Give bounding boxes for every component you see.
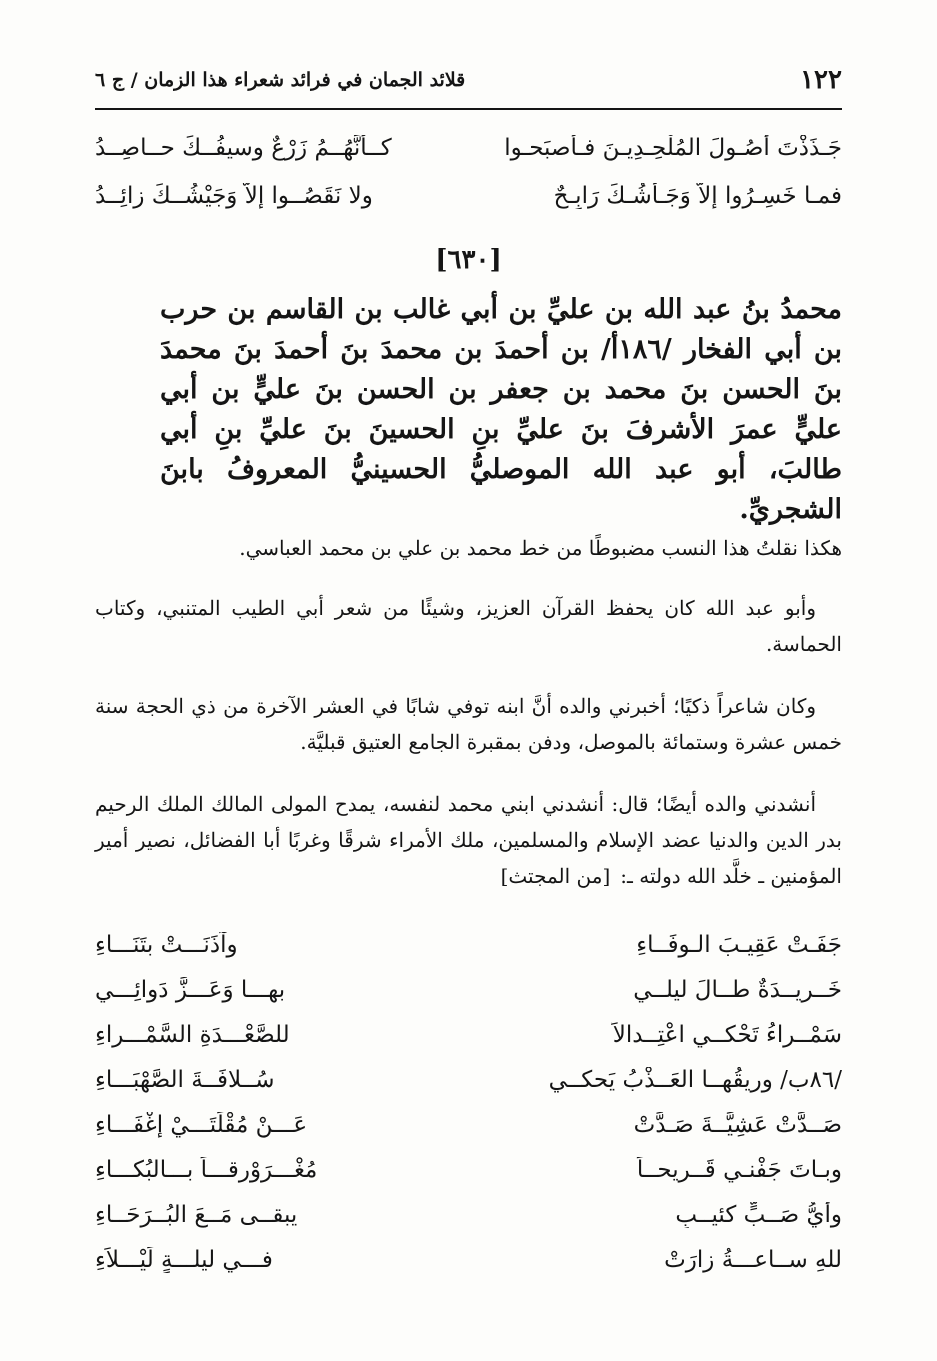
hemistich-second: مُغْـــرَوْرِقـــاً بـــالبُكـــاءِ	[95, 1156, 318, 1183]
verse-row	[95, 1237, 842, 1282]
hemistich-first: سَمْــراءُ تَحْكــي اعْتِــدالاً	[612, 1021, 842, 1048]
hemistich-second: عَـــنْ مُقْلَتَـــيْ إغْفَـــاءِ	[95, 1111, 308, 1138]
verse-row	[95, 1192, 842, 1237]
hemistich-first: خَــرِيــدَةٌ طــالَ ليلــي	[633, 976, 842, 1003]
hemistich-second: وآذَنَـــتْ بتَنَـــاءِ	[95, 931, 238, 958]
paragraph-death: وكان شاعراً ذكيًا؛ أخبرني والده أنَّ ابنه توفي شابًا في العشر الآخرة من ذي الحجة سنة خمس عشرة وستمائة بالموصل، ودفن بمقبرة الجامع العتيق قبليَّة.	[95, 694, 842, 754]
verse-row	[95, 124, 842, 172]
page-header	[95, 58, 842, 102]
verse-row	[95, 1147, 842, 1192]
hemistich-first: جَفَـتْ عَقِيـبَ الـوفَــاءِ	[636, 931, 842, 958]
hemistich-second: فـــي ليلـــةٍ لَيْـــلاَءِ	[95, 1246, 273, 1273]
paragraph-memorization: وأبو عبد الله كان يحفظ القرآن العزيز، وشيئًا من شعر أبي الطيب المتنبي، وكتاب الحماسة.	[95, 596, 842, 656]
paragraph-recitation	[95, 786, 842, 894]
hemistich-first: للهِ ســاعـــةُ زارَتْ	[664, 1246, 842, 1273]
verse-row	[95, 1102, 842, 1147]
verse-row	[95, 1012, 842, 1057]
recitation-text: أنشدني والده أيضًا؛ قال: أنشدني ابني محمد لنفسه، يمدح المولى المالك الملك الرحيم بدر الدين والدنيا عضد الإسلام والمسلمين، ملك الأمراء شرقًا وغربًا أبا الفضائل، نصير أمير المؤمنين ـ خلَّد الله دولته ـ:	[95, 792, 843, 888]
hemistich-first: وأيُّ صَــبٍّ كئيــبِ	[675, 1201, 842, 1228]
hemistich-first: فمـا خَسِـرُوا إلاَّ وَجَـأْشُـكَ رَابِـحٌ	[553, 183, 842, 209]
running-title: قلائد الجمان في فرائد شعراء هذا الزمان / ج ٦	[95, 69, 466, 91]
entry-number: [٦٣٠]	[435, 245, 502, 275]
hemistich-first: صَــدَّتْ عَشِيَّــةَ صَـدَّتْ	[633, 1111, 842, 1138]
hemistich-first: وبـاتَ جَفْنـي قَــريحــاً	[636, 1156, 842, 1183]
verse-row	[95, 172, 842, 220]
meter-label: [من المجتث]	[500, 864, 611, 888]
top-poem	[95, 124, 842, 220]
paragraph-lineage-note: هكذا نقلتُ هذا النسب مضبوطًا من خط محمد بن علي بن محمد العباسي.	[239, 536, 842, 560]
hemistich-second: ولا نَقَصُــوا إلاَّ وَجَيْشُــكَ زائِــدُ	[95, 183, 373, 209]
verse-row	[95, 922, 842, 967]
poem	[95, 922, 842, 1282]
verse-row	[95, 967, 842, 1012]
hemistich-second: سُــلافَــةَ الصَّهْبَـــاءِ	[95, 1066, 275, 1093]
header-rule	[95, 108, 842, 110]
page-number: ١٢٢	[800, 65, 842, 95]
entry-heading: محمدُ بنُ عبد الله بن عليِّ بن أبي غالب بن القاسم بن حرب بن أبي الفخار /١٨٦أ/ بن أحمدَ بن محمدَ بنَ أحمدَ بنَ محمدَ بنَ الحسن بنَ محمد بن جعفر بن الحسن بنَ عليٍّ بن أبي عليٍّ عمرَ الأشرفَ بنَ عليِّ بنِ الحسينَ بنَ عليِّ بنِ أبي طالبَ، أبو عبد الله الموصليُّ الحسينيُّ المعروفُ بابنَ الشجريِّ.	[160, 294, 842, 525]
hemistich-second: كــأنَّهُــمُ زَرْعٌ وسيفُــكَ حــاصِــدُ	[95, 135, 392, 161]
hemistich-second: بهـــا وَعَـــزَّ دَوائِـــي	[95, 976, 286, 1003]
hemistich-first: /٨٦ب/ وريقُهــا العَــذْبُ يَحكــي	[548, 1066, 842, 1093]
hemistich-first: جَـذَذْتَ أُصُـولَ المُلْحِـدِيـنَ فـأصبَحـوا	[504, 135, 842, 161]
hemistich-second: يبقــى مَــعَ البُــرَحَــاءِ	[95, 1201, 298, 1228]
hemistich-second: للصَّعْـــدَةِ السَّمْـــراءِ	[95, 1021, 290, 1048]
verse-row	[95, 1057, 842, 1102]
